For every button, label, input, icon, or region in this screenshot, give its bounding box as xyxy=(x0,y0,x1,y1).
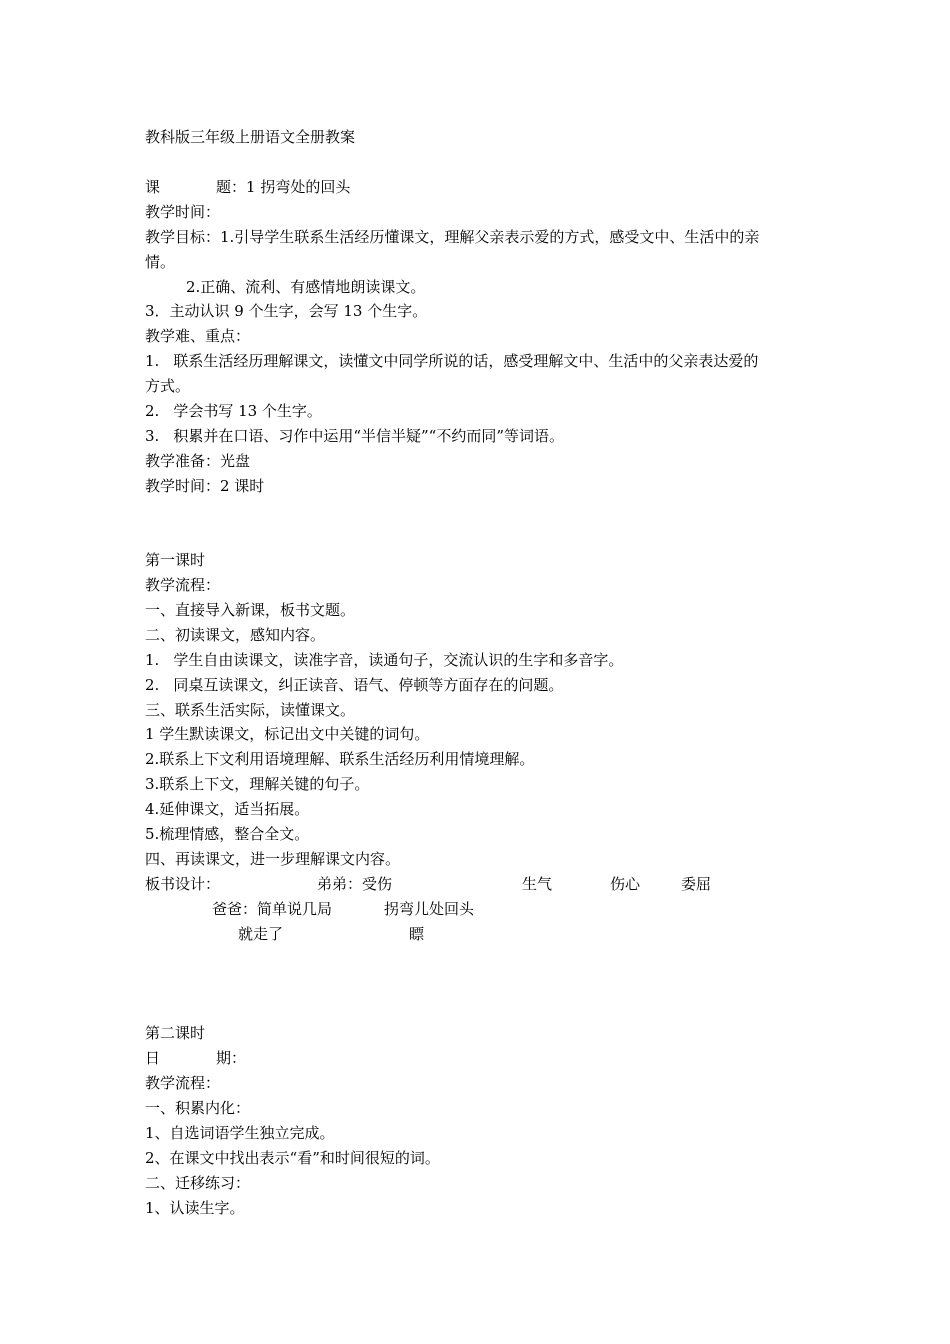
document-title: 教科版三年级上册语文全册教案 xyxy=(145,128,356,146)
item-number: 2. xyxy=(145,676,160,694)
preparation-line: 教学准备：光盘 xyxy=(145,452,251,470)
lesson2-title: 第二课时 xyxy=(145,1024,206,1042)
topic-label-a: 课 xyxy=(145,178,161,196)
board-wronged: 委屈 xyxy=(681,875,712,893)
goal-3: 3．主动认识 9 个生字，会写 13 个生字。 xyxy=(145,302,428,320)
goal-1-cont: 情。 xyxy=(145,253,176,271)
item-text: 联系生活经历理解课文，读懂文中同学所说的话，感受理解文中、生活中的父亲表达爱的 xyxy=(173,352,759,370)
item-number: 1. xyxy=(145,352,160,370)
item-text: 学生自由读课文，读准字音，读通句子，交流认识的生字和多音字。 xyxy=(173,651,624,669)
lesson1-title: 第一课时 xyxy=(145,551,206,569)
date-label-a: 日 xyxy=(145,1049,161,1067)
board-brother: 弟弟：受伤 xyxy=(317,875,393,893)
difficulty-title: 教学难、重点： xyxy=(145,327,251,345)
lesson1-step2: 二、初读课文，感知内容。 xyxy=(145,626,326,644)
list-item: 2、在课文中找出表示“看”和时间很短的词。 xyxy=(145,1149,440,1167)
board-angry: 生气 xyxy=(522,875,553,893)
board-left: 就走了 xyxy=(238,925,284,943)
topic-line xyxy=(145,177,350,197)
item-text: 积累并在口语、习作中运用“半信半疑”“不约而同”等词语。 xyxy=(173,427,564,445)
topic-label-b: 题： xyxy=(216,178,247,196)
lesson1-step1: 一、直接导入新课，板书文题。 xyxy=(145,601,356,619)
lesson2-step2: 二、迁移练习： xyxy=(145,1174,251,1192)
difficulty-item xyxy=(145,351,758,371)
lesson1-flow: 教学流程： xyxy=(145,576,221,594)
list-item xyxy=(145,675,563,695)
difficulty-item-cont: 方式。 xyxy=(145,377,191,395)
board-hurt: 伤心 xyxy=(610,875,641,893)
lesson1-step3: 三、联系生活实际，读懂课文。 xyxy=(145,701,356,719)
list-item xyxy=(145,650,623,670)
item-text: 学会书写 13 个生字。 xyxy=(173,402,322,420)
teach-time-line: 教学时间： xyxy=(145,203,221,221)
item-number: 2. xyxy=(145,402,160,420)
topic-value: 1 拐弯处的回头 xyxy=(246,178,351,196)
list-item: 1 学生默读课文，标记出文中关键的词句。 xyxy=(145,725,430,743)
board-turn: 拐弯儿处回头 xyxy=(384,900,475,918)
item-text: 同桌互读课文，纠正读音、语气、停顿等方面存在的问题。 xyxy=(173,676,564,694)
date-label-b: 期： xyxy=(216,1049,247,1067)
board-glance: 瞟 xyxy=(409,925,425,943)
list-item: 1、认读生字。 xyxy=(145,1199,245,1217)
difficulty-item xyxy=(145,401,322,421)
board-dad: 爸爸：简单说几局 xyxy=(212,900,333,918)
difficulty-item xyxy=(145,426,564,446)
lesson1-step4: 四、再读课文，进一步理解课文内容。 xyxy=(145,850,401,868)
list-item: 4.延伸课文，适当拓展。 xyxy=(145,800,310,818)
item-number: 3. xyxy=(145,427,160,445)
lesson2-step1: 一、积累内化： xyxy=(145,1099,251,1117)
list-item: 1、自选词语学生独立完成。 xyxy=(145,1124,335,1142)
list-item: 2.联系上下文利用语境理解、联系生活经历利用情境理解。 xyxy=(145,750,535,768)
list-item: 3.联系上下文，理解关键的句子。 xyxy=(145,775,370,793)
goal-1: 教学目标：1.引导学生联系生活经历懂课文，理解父亲表示爱的方式，感受文中、生活中的亲 xyxy=(145,228,760,246)
board-label: 板书设计： xyxy=(145,875,221,893)
teach-time-total: 教学时间：2 课时 xyxy=(145,477,265,495)
lesson2-flow: 教学流程： xyxy=(145,1074,221,1092)
date-line xyxy=(145,1048,246,1068)
item-number: 1. xyxy=(145,651,160,669)
list-item: 5.梳理情感，整合全文。 xyxy=(145,825,310,843)
goal-2: 2.正确、流利、有感情地朗读课文。 xyxy=(186,278,426,296)
